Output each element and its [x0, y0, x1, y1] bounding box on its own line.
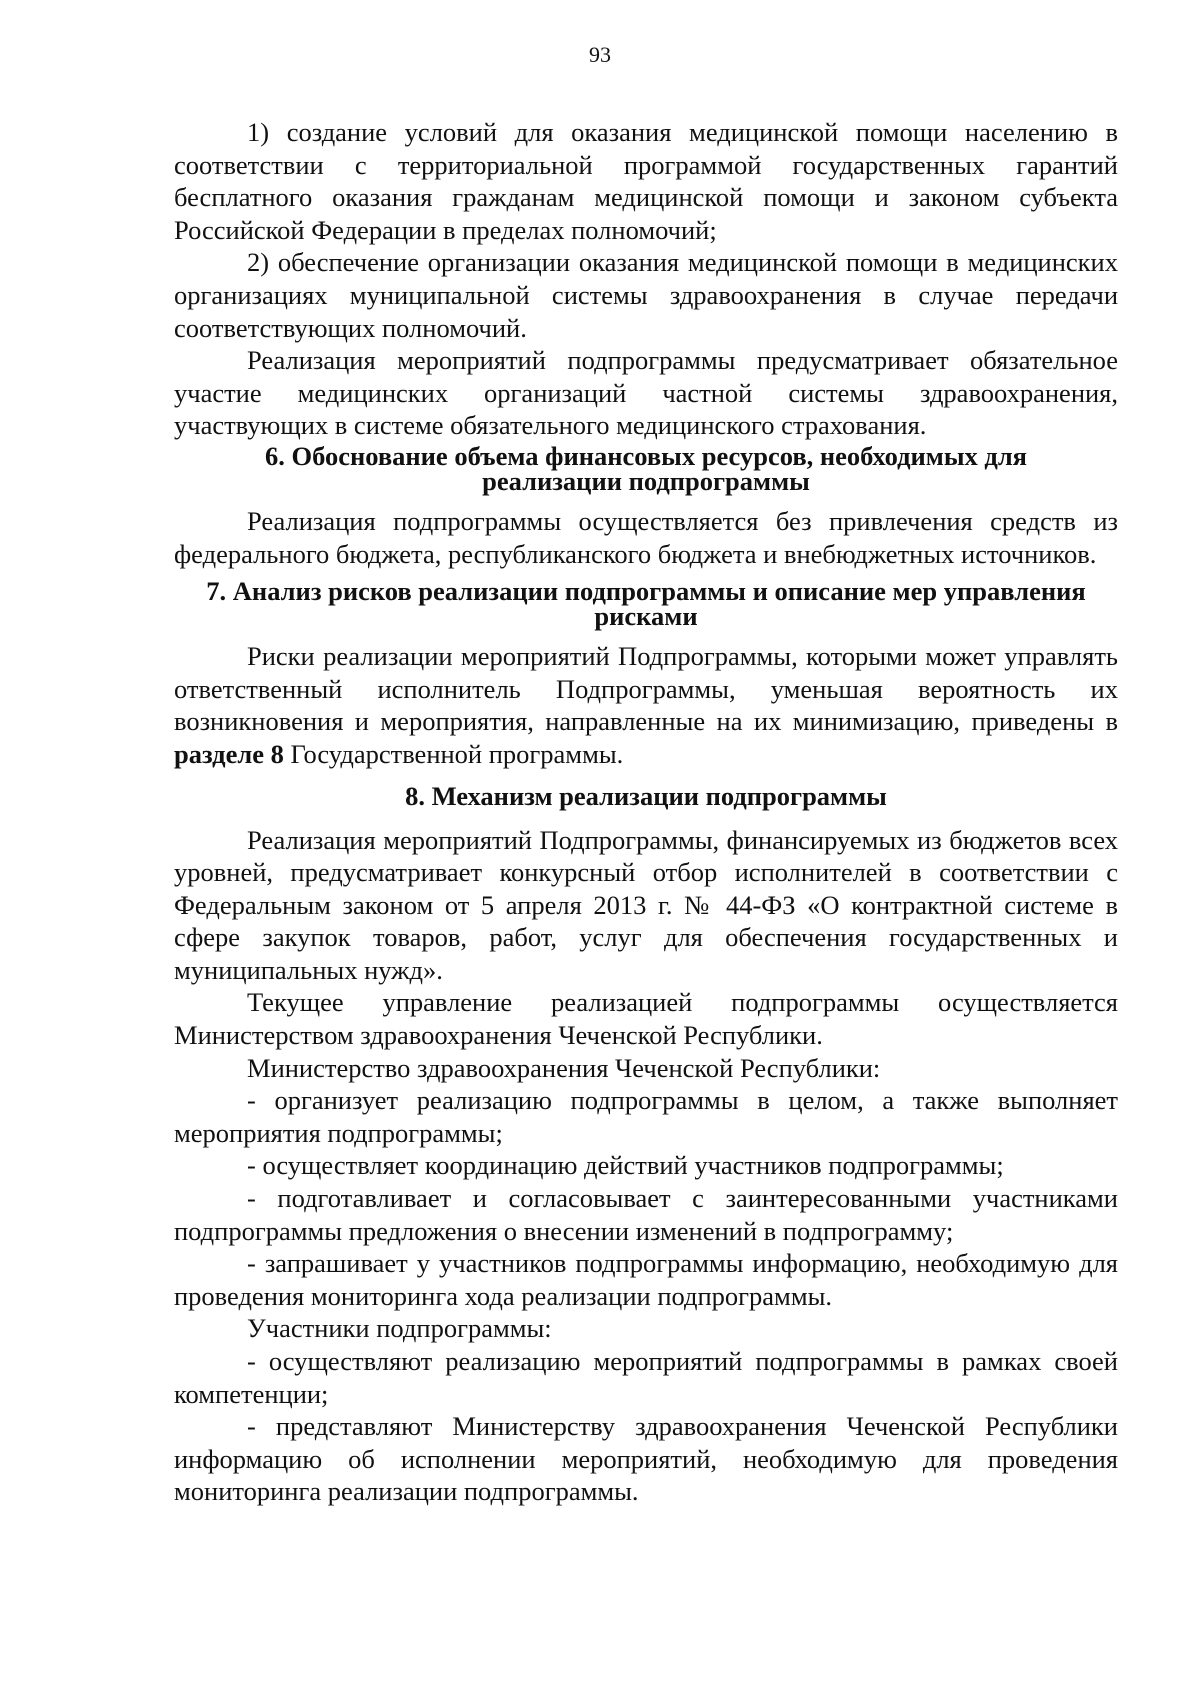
paragraph: Министерство здравоохранения Чеченской Республики: [247, 1052, 881, 1083]
paragraph: Реализация мероприятий Подпрограммы, финансируемых из бюджетов всех уровней, предусматривает конкурсный отбор исполнителей в соответствии с Федеральным законом от 5 апреля 2013 г. № 44-ФЗ «О контрактной системе в сфере закупок товаров, работ, услуг для обеспечения государственных и муниципальных нужд». [174, 824, 1118, 985]
list-item: - осуществляет координацию действий участников подпрограммы; [247, 1150, 1004, 1181]
section-heading-7 [174, 576, 1118, 632]
list-item: - представляют Министерству здравоохранения Чеченской Республики информацию об исполнении мероприятий, необходимую для проведения мониторинга реализации подпрограммы. [174, 1411, 1118, 1507]
paragraph: 2) обеспечение организации оказания медицинской помощи в медицинских организациях муниципальной системы здравоохранения в случае передачи соответствующих полномочий. [174, 247, 1118, 343]
page-content [174, 116, 1118, 1508]
list-item: - осуществляют реализацию мероприятий подпрограммы в рамках своей компетенции; [174, 1346, 1118, 1409]
section-heading-line: рисками [594, 601, 698, 632]
section-heading-line: реализации подпрограммы [482, 465, 810, 496]
section-heading-8: 8. Механизм реализации подпрограммы [405, 780, 887, 811]
paragraph-text: Риски реализации мероприятий Подпрограммы, которыми может управлять ответственный исполнитель Подпрограммы, уменьшая вероятность их возникновения и мероприятия, направленные на их минимизацию, приведены в [174, 641, 1118, 737]
paragraph-text: Государственной программы. [283, 738, 624, 769]
paragraph: Текущее управление реализацией подпрограммы осуществляется Министерством здравоохранения Чеченской Республики. [174, 987, 1118, 1051]
paragraph-with-bold [174, 640, 1118, 770]
paragraph: 1) создание условий для оказания медицинской помощи населению в соответствии с территориальной программой государственных гарантий бесплатного оказания гражданам медицинской помощи и законом субъекта Российской Федерации в пределах полномочий; [174, 117, 1118, 245]
paragraph: Реализация мероприятий подпрограммы предусматривает обязательное участие медицинских организаций частной системы здравоохранения, участвующих в системе обязательного медицинского страхования. [174, 345, 1118, 441]
list-item: - подготавливает и согласовывает с заинтересованными участниками подпрограммы предложения о внесении изменений в подпрограмму; [174, 1183, 1118, 1246]
paragraph: Участники подпрограммы: [247, 1313, 552, 1344]
list-item: - организует реализацию подпрограммы в целом, а также выполняет мероприятия подпрограммы; [174, 1085, 1118, 1148]
paragraph: Реализация подпрограммы осуществляется без привлечения средств из федерального бюджета, республиканского бюджета и внебюджетных источников. [174, 505, 1118, 569]
page-number: 93 [589, 42, 611, 67]
section-heading-line: 6. Обоснование объема финансовых ресурсов, необходимых для [264, 440, 1028, 471]
section-heading-6 [174, 440, 1118, 496]
bold-reference: разделе 8 [174, 738, 284, 769]
section-heading-line: 7. Анализ рисков реализации подпрограммы и описание мер управления [206, 576, 1086, 607]
list-item: - запрашивает у участников подпрограммы информацию, необходимую для проведения мониторинга хода реализации подпрограммы. [174, 1248, 1118, 1311]
